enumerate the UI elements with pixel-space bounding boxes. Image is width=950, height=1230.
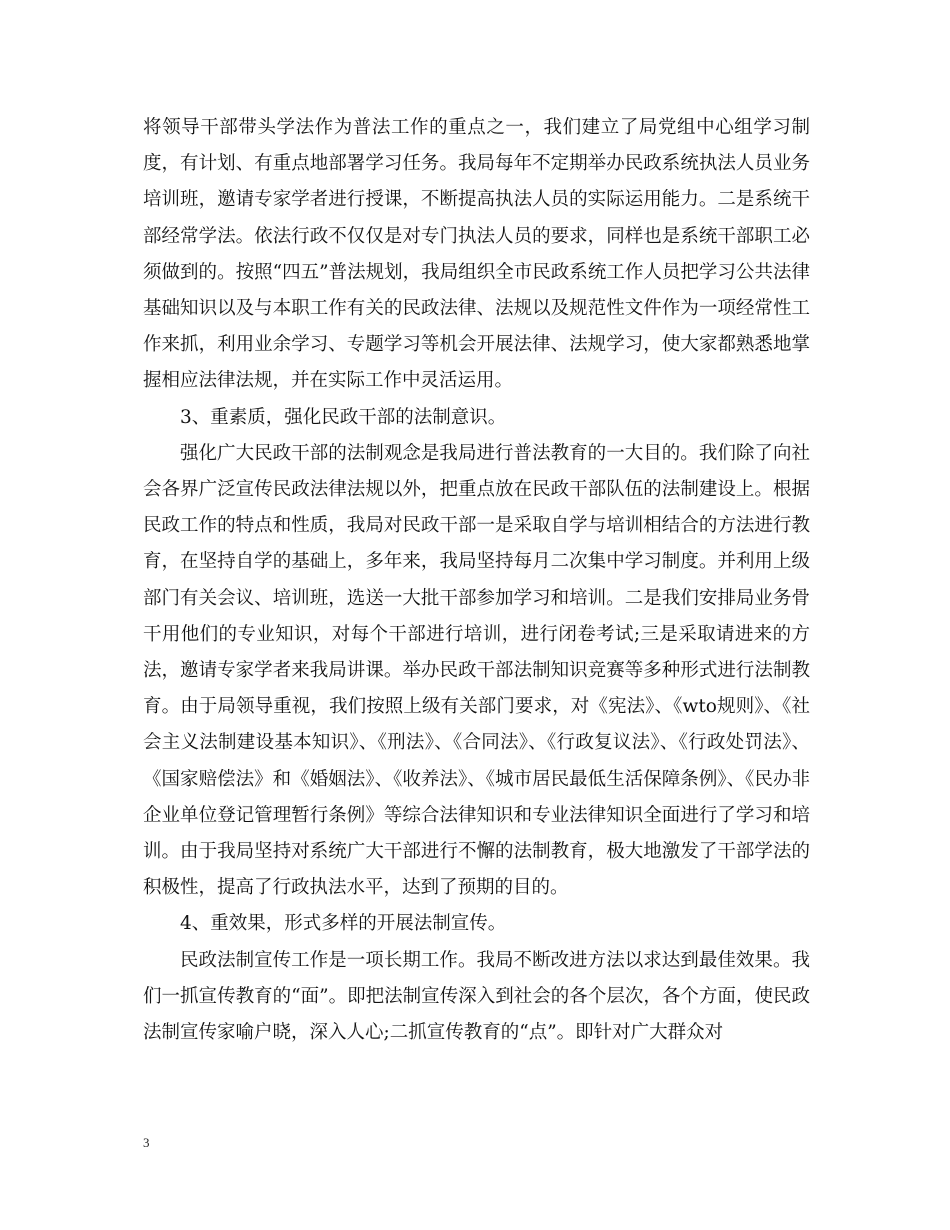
document-body bbox=[143, 110, 810, 1051]
paragraph-legal-awareness: 强化广大民政干部的法制观念是我局进行普法教育的一大目的。我们除了向社会各界广泛宣传民政法律法规以外，把重点放在民政干部队伍的法制建设上。根据民政工作的特点和性质，我局对民政干部一是采取自学与培训相结合的方法进行教育，在坚持自学的基础上，多年来，我局坚持每月二次集中学习制度。并利用上级部门有关会议、培训班，选送一大批干部参加学习和培训。二是我们安排局业务骨干用他们的专业知识，对每个干部进行培训，进行闭卷考试;三是采取请进来的方法，邀请专家学者来我局讲课。举办民政干部法制知识竞赛等多种形式进行法制教育。由于局领导重视，我们按照上级有关部门要求，对《宪法》、《wto规则》、《社会主义法制建设基本知识》、《刑法》、《合同法》、《行政复议法》、《行政处罚法》、《国家赔偿法》和《婚姻法》、《收养法》、《城市居民最低生活保障条例》、《民办非企业单位登记管理暂行条例》等综合法律知识和专业法律知识全面进行了学习和培训。由于我局坚持对系统广大干部进行不懈的法制教育，极大地激发了干部学法的积极性，提高了行政执法水平，达到了预期的目的。 bbox=[143, 442, 810, 899]
page-number: 3 bbox=[143, 1135, 150, 1150]
paragraph-continuation: 将领导干部带头学法作为普法工作的重点之一，我们建立了局党组中心组学习制度，有计划、有重点地部署学习任务。我局每年不定期举办民政系统执法人员业务培训班，邀请专家学者进行授课，不断提高执法人员的实际运用能力。二是系统干部经常学法。依法行政不仅仅是对专门执法人员的要求，同样也是系统干部职工必须做到的。按照“四五”普法规划，我局组织全市民政系统工作人员把学习公共法律基础知识以及与本职工作有关的民政法律、法规以及规范性文件作为一项经常性工作来抓，利用业余学习、专题学习等机会开展法律、法规学习，使大家都熟悉地掌握相应法律法规，并在实际工作中灵活运用。 bbox=[143, 117, 810, 392]
section-heading-3: 3、重素质，强化民政干部的法制意识。 bbox=[180, 406, 507, 428]
section-heading-4: 4、重效果，形式多样的开展法制宣传。 bbox=[180, 913, 507, 935]
paragraph-publicity: 民政法制宣传工作是一项长期工作。我局不断改进方法以求达到最佳效果。我们一抓宣传教育的“面”。即把法制宣传深入到社会的各个层次，各个方面，使民政法制宣传家喻户晓，深入人心;二抓宣传教育的“点”。即针对广大群众对 bbox=[143, 949, 810, 1044]
